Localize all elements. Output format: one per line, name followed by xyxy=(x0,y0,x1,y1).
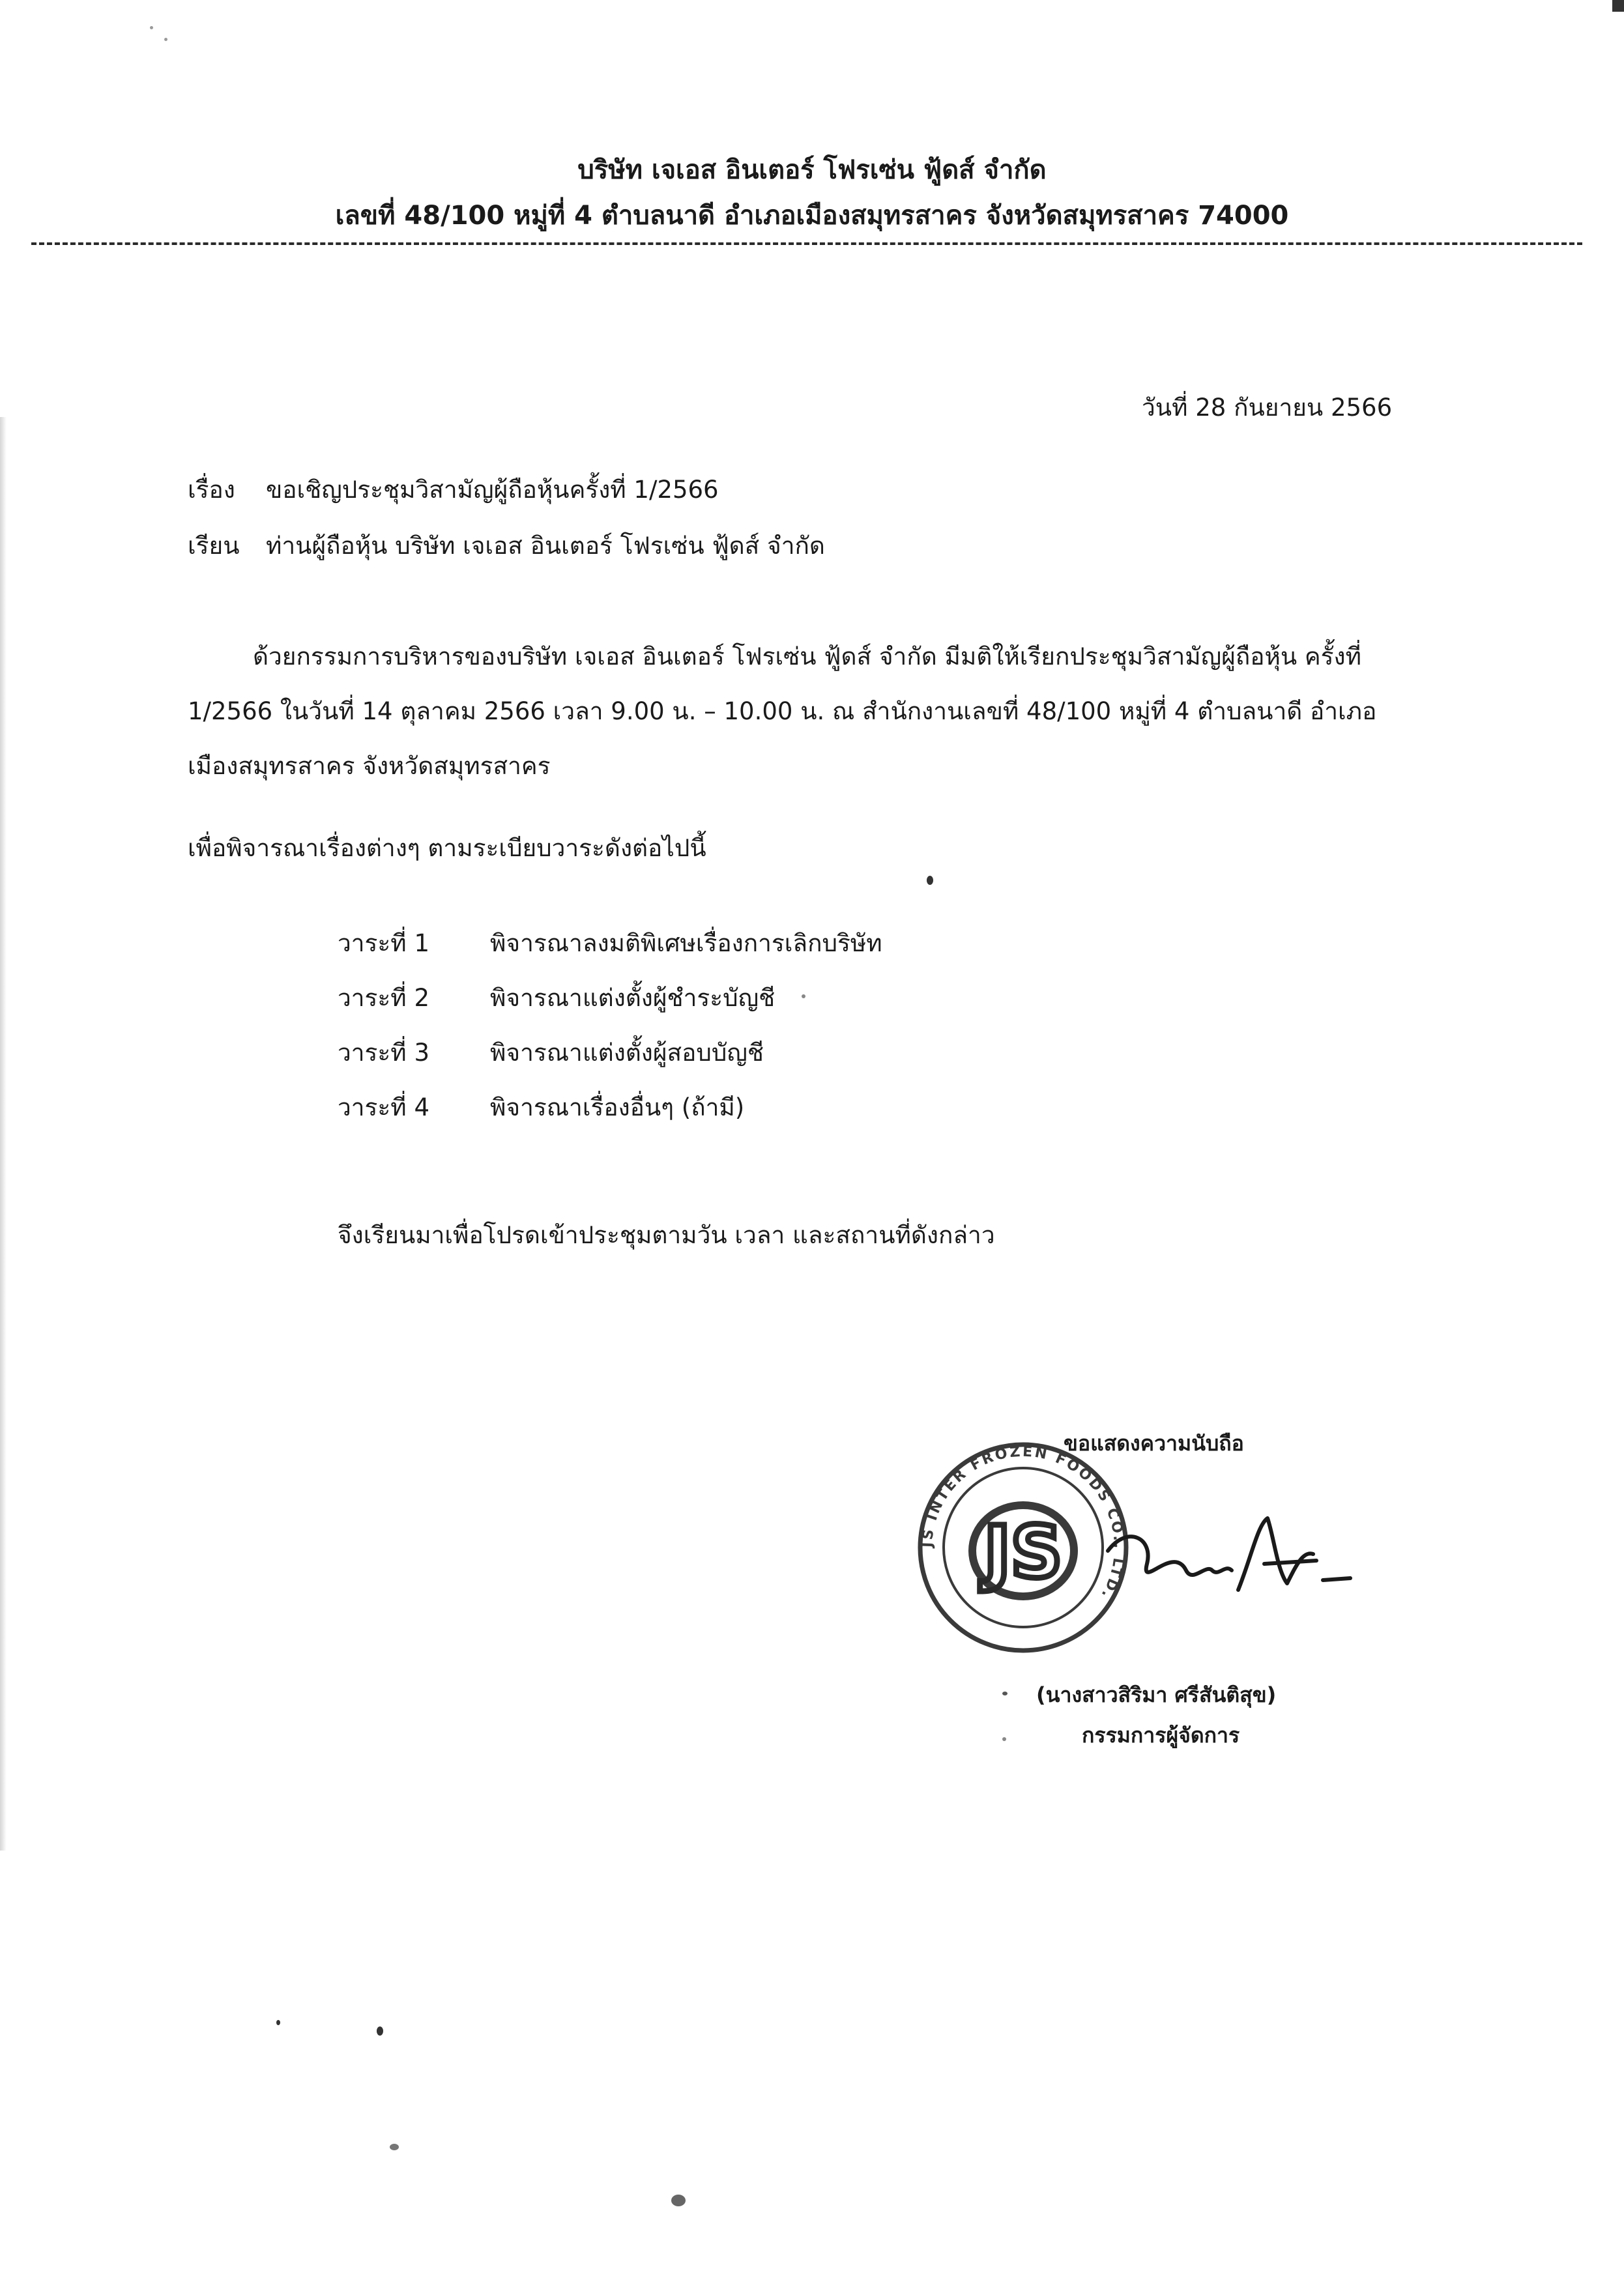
recipient-label: เรียน xyxy=(188,532,240,560)
scan-speck xyxy=(1612,0,1624,12)
agenda-item-4-text: พิจารณาเรื่องอื่นๆ (ถ้ามี) xyxy=(490,1093,745,1121)
seal-ring-text: JS INTER FROZEN FOODS CO., LTD. xyxy=(919,1443,1127,1603)
scan-edge-shadow xyxy=(0,417,7,1851)
complimentary-close: ขอแสดงความนับถือ xyxy=(1064,1431,1244,1456)
company-address: เลขที่ 48/100 หมู่ที่ 4 ตำบลนาดี อำเภอเมืองสมุทรสาคร จังหวัดสมุทรสาคร 74000 xyxy=(335,201,1289,231)
agenda-item-1-text: พิจารณาลงมติพิเศษเรื่องการเลิกบริษัท xyxy=(490,929,882,957)
recipient-text: ท่านผู้ถือหุ้น บริษัท เจเอส อินเตอร์ โฟรเซ่น ฟู้ดส์ จำกัด xyxy=(266,532,825,560)
scan-speck xyxy=(276,2020,280,2025)
agenda-item-2-number: วาระที่ 2 xyxy=(338,984,429,1012)
scan-speck xyxy=(671,2195,686,2206)
seal-monogram: JS xyxy=(983,1510,1063,1594)
agenda-intro: เพื่อพิจารณาเรื่องต่างๆ ตามระเบียบวาระดังต่อไปนี้ xyxy=(188,834,706,862)
agenda-item-4-number: วาระที่ 4 xyxy=(338,1093,429,1121)
scan-speck xyxy=(164,38,167,41)
scan-speck xyxy=(150,26,153,29)
signatory-name: (นางสาวสิริมา ศรีสันติสุข) xyxy=(1036,1682,1277,1707)
agenda-item-2-text: พิจารณาแต่งตั้งผู้ชำระบัญชี xyxy=(490,984,776,1012)
scan-speck xyxy=(390,2144,399,2150)
handwritten-signature xyxy=(1108,1518,1350,1590)
scan-speck xyxy=(377,2026,383,2036)
subject-label: เรื่อง xyxy=(188,476,235,504)
company-stamp-and-signature xyxy=(912,1440,1356,1655)
company-seal-icon xyxy=(920,1444,1127,1651)
scan-speck xyxy=(1002,1692,1008,1695)
body-paragraph-line-3: เมืองสมุทรสาคร จังหวัดสมุทรสาคร xyxy=(188,752,551,780)
scan-speck xyxy=(927,876,933,885)
closing-sentence: จึงเรียนมาเพื่อโปรดเข้าประชุมตามวัน เวลา และสถานที่ดังกล่าว xyxy=(338,1221,995,1249)
signatory-title: กรรมการผู้จัดการ xyxy=(1082,1723,1240,1748)
letter-date: วันที่ 28 กันยายน 2566 xyxy=(1142,394,1393,422)
scan-speck xyxy=(1002,1737,1006,1741)
header-divider xyxy=(31,242,1582,245)
body-paragraph-line-2: 1/2566 ในวันที่ 14 ตุลาคม 2566 เวลา 9.00 น. – 10.00 น. ณ สำนักงานเลขที่ 48/100 หมู่ที่ 4 ตำบลนาดี อำเภอ xyxy=(188,697,1377,725)
company-name: บริษัท เจเอส อินเตอร์ โฟรเซ่น ฟู้ดส์ จำกัด xyxy=(577,155,1047,185)
scan-speck xyxy=(802,994,805,998)
agenda-item-3-number: วาระที่ 3 xyxy=(338,1039,429,1067)
subject-text: ขอเชิญประชุมวิสามัญผู้ถือหุ้นครั้งที่ 1/2566 xyxy=(266,476,719,504)
body-paragraph-line-1: ด้วยกรรมการบริหารของบริษัท เจเอส อินเตอร์ โฟรเซ่น ฟู้ดส์ จำกัด มีมติให้เรียกประชุมวิสามัญผู้ถือหุ้น ครั้งที่ xyxy=(253,642,1361,670)
agenda-item-1-number: วาระที่ 1 xyxy=(338,929,429,957)
agenda-item-3-text: พิจารณาแต่งตั้งผู้สอบบัญชี xyxy=(490,1039,764,1067)
